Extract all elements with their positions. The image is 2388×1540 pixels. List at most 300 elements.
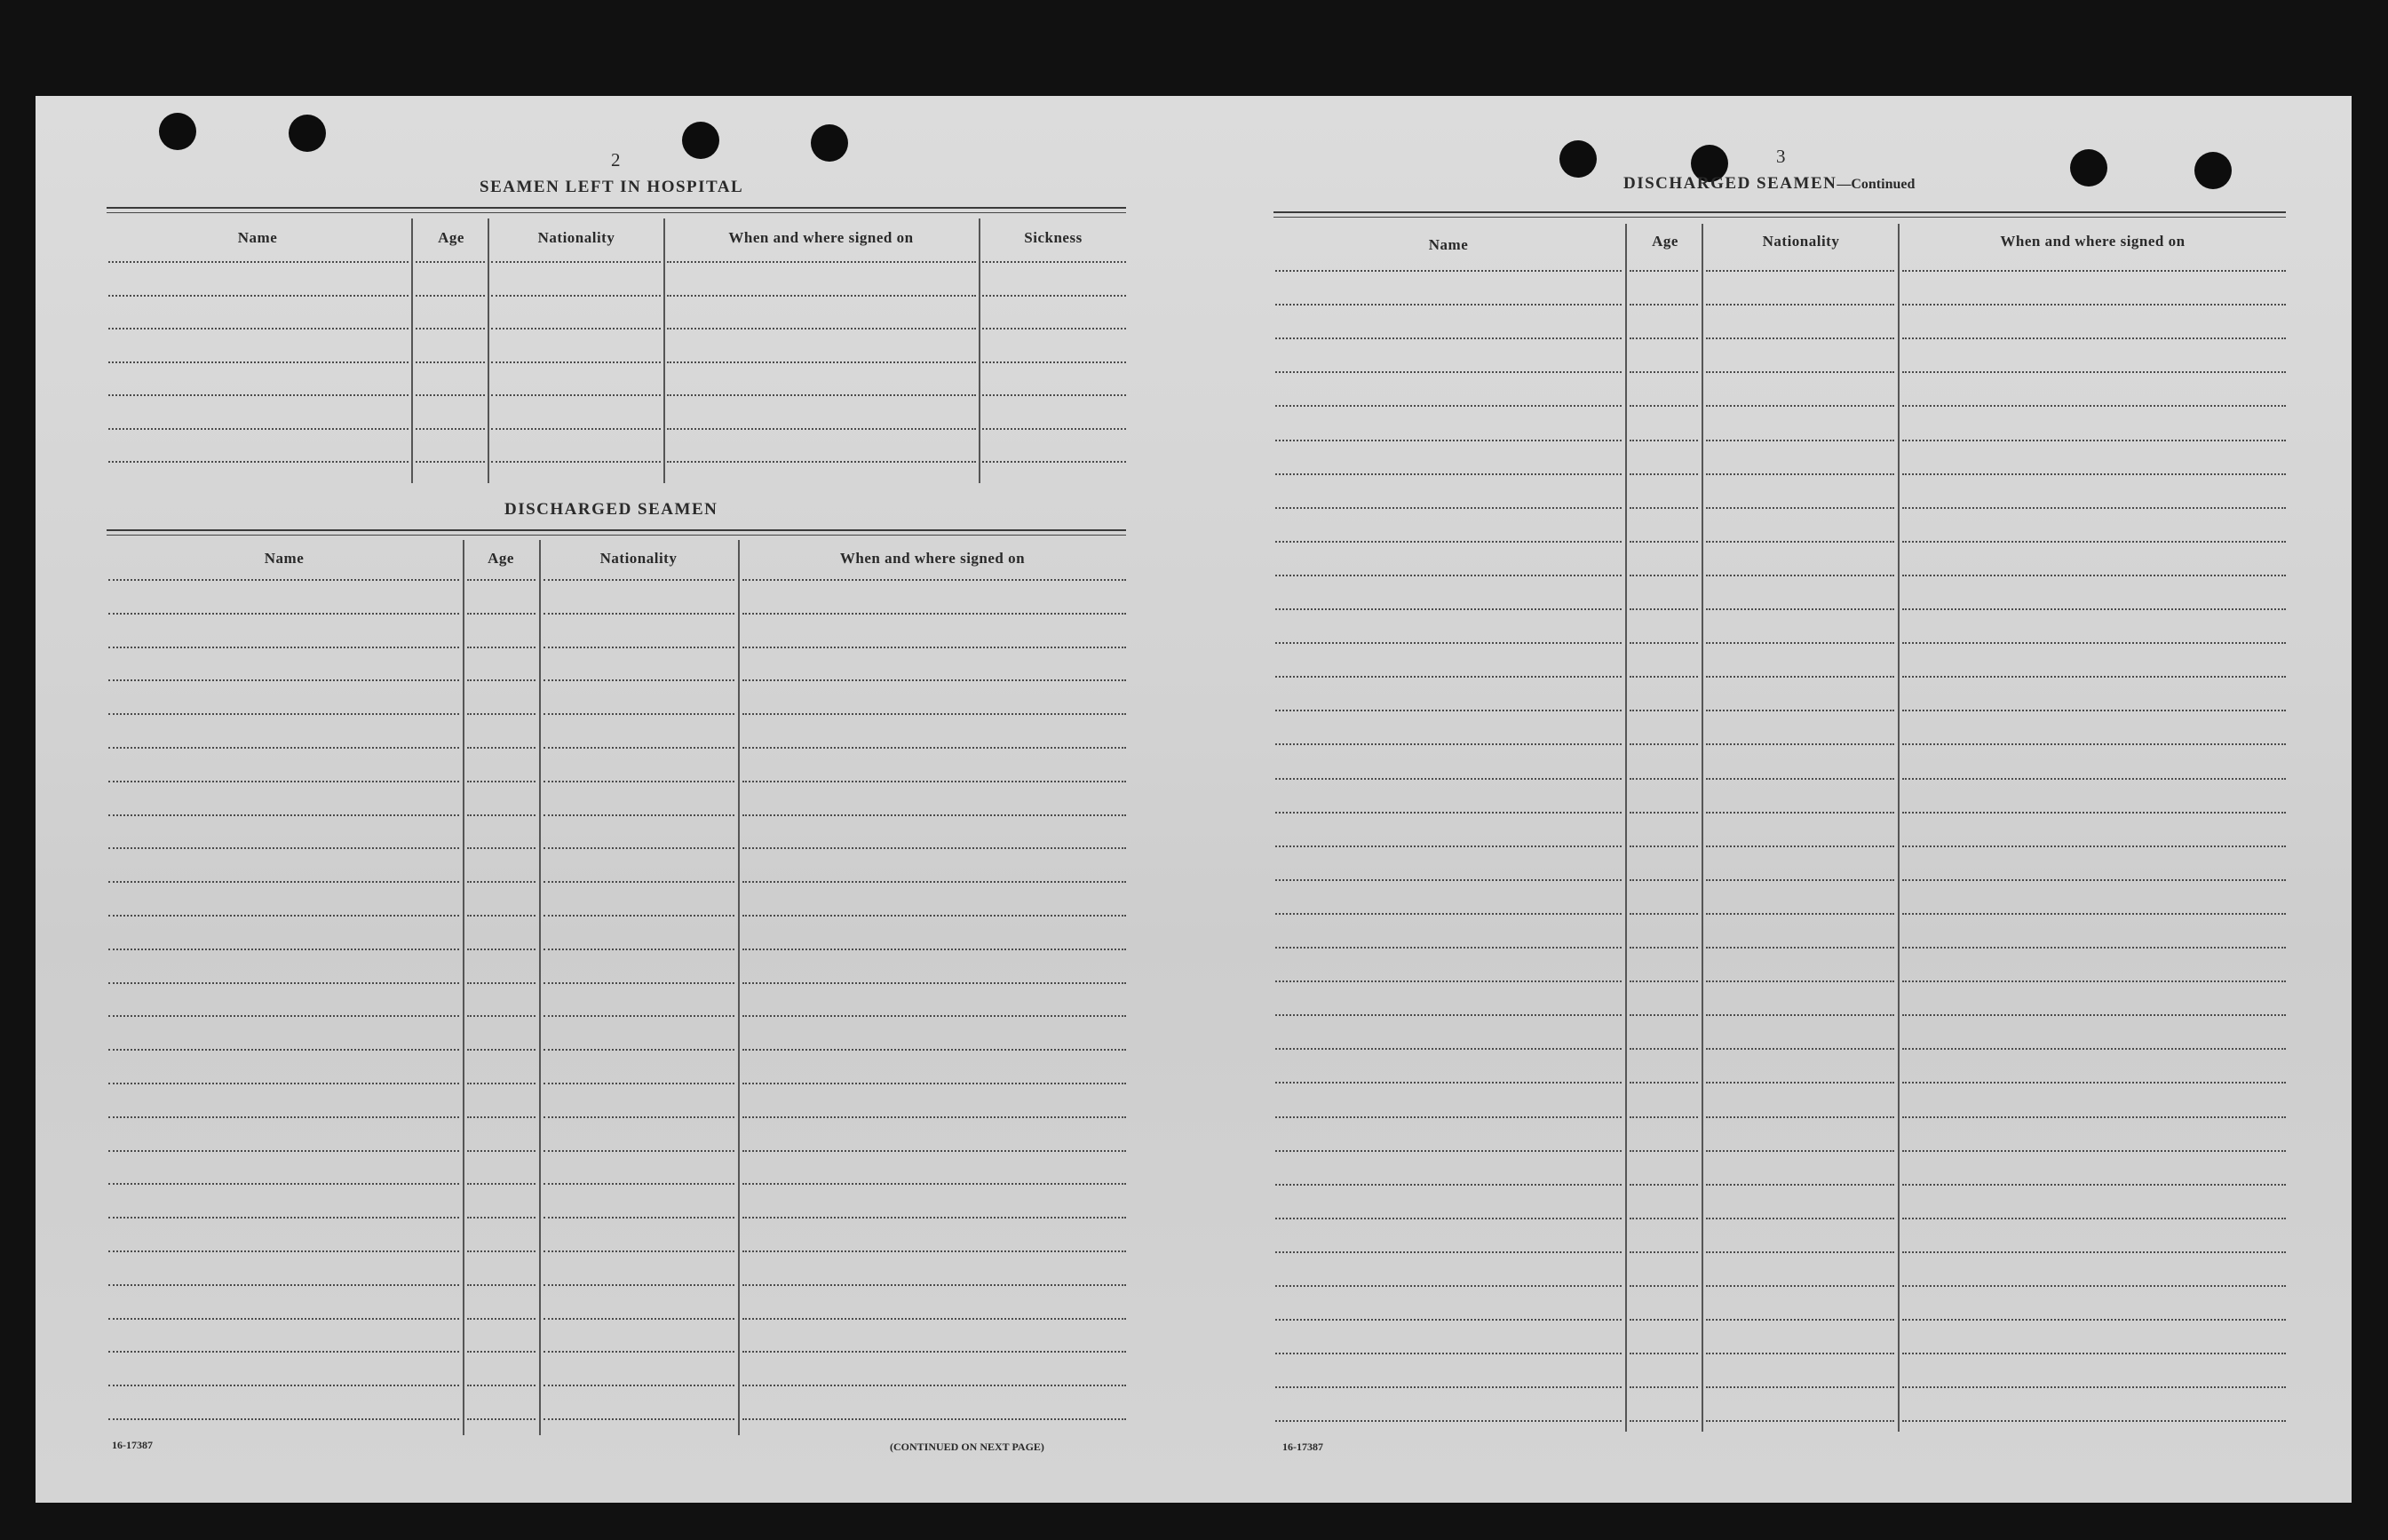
hospital-top-rule [107,212,1126,213]
entry-line [1902,575,2286,576]
entry-line [1706,541,1894,543]
entry-line [1706,608,1894,610]
entry-line [467,1318,536,1320]
entry-line [543,1049,734,1051]
entry-line [1275,1150,1622,1152]
entry-line [543,613,734,615]
entry-line [1902,1014,2286,1016]
entry-line [1275,440,1622,441]
entry-line [1902,845,2286,847]
entry-line [742,949,1126,950]
entry-line [1630,980,1698,982]
entry-line [1902,812,2286,814]
entry-line [108,328,409,329]
entry-line [1902,1285,2286,1287]
column-divider [663,218,665,483]
entry-line [108,949,459,950]
entry-line [1630,541,1698,543]
entry-line [543,1217,734,1219]
entry-line [982,394,1126,396]
entry-line [1275,1184,1622,1186]
entry-line [108,1217,459,1219]
entry-line [1630,879,1698,881]
entry-line [467,881,536,883]
entry-line [543,679,734,681]
entry-line [543,1250,734,1252]
entry-line [742,1217,1126,1219]
entry-line [1630,1218,1698,1219]
entry-line [1902,1353,2286,1354]
entry-line [742,1150,1126,1152]
entry-line [467,679,536,681]
entry-line [742,1250,1126,1252]
column-divider [1898,224,1900,1432]
entry-line [1630,1014,1698,1016]
entry-line [1706,1420,1894,1422]
entry-line [467,982,536,984]
entry-line [543,1284,734,1286]
entry-line [108,982,459,984]
entry-line [1902,1218,2286,1219]
entry-line [742,781,1126,782]
column-divider [738,540,740,1435]
entry-line [467,814,536,816]
entry-line [108,679,459,681]
entry-line [1706,1048,1894,1050]
entry-line [1630,845,1698,847]
entry-line [416,261,485,263]
entry-line [108,881,459,883]
entry-line [1630,1285,1698,1287]
entry-line [1275,270,1622,272]
entry-line [1902,473,2286,475]
punch-hole [682,122,719,159]
entry-line [1902,1251,2286,1253]
entry-line [467,847,536,849]
entry-line [1275,879,1622,881]
entry-line [467,781,536,782]
entry-line [1630,913,1698,915]
right-page-number: 3 [1776,146,1786,167]
entry-line [1902,1082,2286,1084]
entry-line [1630,270,1698,272]
entry-line [1902,676,2286,678]
entry-line [108,747,459,749]
entry-line [108,1150,459,1152]
entry-line [1275,1014,1622,1016]
entry-line [1902,1386,2286,1388]
entry-line [467,1418,536,1420]
entry-line [1275,1116,1622,1118]
entry-line [108,781,459,782]
entry-line [543,1318,734,1320]
entry-line [1630,473,1698,475]
entry-line [742,713,1126,715]
hospital-col-name: Name [237,229,278,246]
entry-line [1275,913,1622,915]
entry-line [467,1385,536,1386]
column-divider [463,540,464,1435]
entry-line [1706,1150,1894,1152]
entry-line [1902,1048,2286,1050]
entry-line [543,1385,734,1386]
entry-line [982,261,1126,263]
right-col-nationality: Nationality [1762,233,1840,250]
entry-line [1706,1251,1894,1253]
entry-line [108,1318,459,1320]
right-col-name: Name [1428,236,1469,253]
entry-line [1706,1319,1894,1321]
entry-line [416,394,485,396]
left-page-number: 2 [611,149,621,171]
entry-line [1275,1082,1622,1084]
right-form-number: 16-17387 [1282,1441,1323,1453]
document-sheet [36,96,2352,1503]
entry-line [742,982,1126,984]
entry-line [1706,304,1894,306]
entry-line [742,1015,1126,1017]
entry-line [1706,337,1894,339]
entry-line [467,1183,536,1185]
entry-line [491,428,661,430]
entry-line [1275,980,1622,982]
entry-line [742,647,1126,648]
entry-line [1275,1218,1622,1219]
entry-line [1630,608,1698,610]
entry-line [1706,913,1894,915]
entry-line [1902,608,2286,610]
entry-line [742,613,1126,615]
right-top-rule [1273,211,2286,213]
discharged-top-rule [107,529,1126,531]
entry-line [1902,879,2286,881]
entry-line [982,461,1126,463]
entry-line [1706,507,1894,509]
entry-line [1630,405,1698,407]
entry-line [1275,743,1622,745]
entry-line [1706,1014,1894,1016]
punch-hole [2194,152,2232,189]
entry-line [1902,1319,2286,1321]
entry-line [1706,405,1894,407]
entry-line [1275,947,1622,949]
entry-line [108,1183,459,1185]
entry-line [543,1116,734,1118]
entry-line [416,328,485,329]
right-title-sub: —Continued [1837,177,1916,192]
entry-line [1275,304,1622,306]
column-divider [539,540,541,1435]
entry-line [1630,1386,1698,1388]
entry-line [543,747,734,749]
entry-line [742,1284,1126,1286]
entry-line [1275,642,1622,644]
entry-line [467,747,536,749]
entry-line [491,295,661,297]
column-divider [979,218,980,483]
entry-line [108,647,459,648]
punch-hole [2070,149,2107,187]
entry-line [667,261,976,263]
entry-line [108,1015,459,1017]
hospital-col-sickness: Sickness [1024,229,1083,246]
entry-line [543,781,734,782]
entry-line [416,461,485,463]
entry-line [491,361,661,363]
entry-line [108,394,409,396]
entry-line [1630,812,1698,814]
entry-line [108,1284,459,1286]
right-title-main: DISCHARGED SEAMEN [1623,174,1837,193]
entry-line [1630,440,1698,441]
entry-line [467,1049,536,1051]
entry-line [1275,1251,1622,1253]
discharged-col-name: Name [264,550,305,567]
entry-line [667,428,976,430]
entry-line [1630,337,1698,339]
entry-line [982,428,1126,430]
continued-note: (CONTINUED ON NEXT PAGE) [890,1441,1044,1453]
entry-line [108,1049,459,1051]
entry-line [742,579,1126,581]
entry-line [1706,371,1894,373]
column-divider [411,218,413,483]
entry-line [1630,575,1698,576]
entry-line [1706,1285,1894,1287]
punch-hole [159,113,196,150]
entry-line [543,713,734,715]
discharged-section-title: DISCHARGED SEAMEN [504,500,718,519]
entry-line [1630,304,1698,306]
entry-line [491,394,661,396]
entry-line [467,1116,536,1118]
entry-line [467,1083,536,1084]
entry-line [742,915,1126,917]
entry-line [108,814,459,816]
entry-line [467,949,536,950]
entry-line [1706,1184,1894,1186]
entry-line [108,1351,459,1353]
right-top-rule [1273,217,2286,218]
entry-line [543,881,734,883]
entry-line [1706,743,1894,745]
column-divider [1625,224,1627,1432]
entry-line [742,847,1126,849]
entry-line [1902,1116,2286,1118]
entry-line [543,847,734,849]
right-col-signed-on: When and where signed on [2000,233,2186,250]
entry-line [108,1418,459,1420]
entry-line [543,814,734,816]
entry-line [1902,337,2286,339]
entry-line [667,295,976,297]
entry-line [1706,879,1894,881]
column-divider [1702,224,1703,1432]
entry-line [1275,710,1622,711]
entry-line [1706,473,1894,475]
entry-line [1275,676,1622,678]
entry-line [108,428,409,430]
entry-line [108,1116,459,1118]
entry-line [467,1351,536,1353]
entry-line [1902,541,2286,543]
entry-line [1630,1048,1698,1050]
entry-line [1706,440,1894,441]
entry-line [467,915,536,917]
hospital-section-title: SEAMEN LEFT IN HOSPITAL [480,178,744,196]
column-divider [488,218,489,483]
entry-line [543,1418,734,1420]
entry-line [491,328,661,329]
entry-line [1275,371,1622,373]
entry-line [1275,1285,1622,1287]
entry-line [1902,642,2286,644]
entry-line [667,461,976,463]
entry-line [1630,778,1698,780]
entry-line [667,328,976,329]
entry-line [467,1150,536,1152]
entry-line [742,1183,1126,1185]
entry-line [1706,1386,1894,1388]
entry-line [1706,980,1894,982]
entry-line [742,1385,1126,1386]
entry-line [1902,507,2286,509]
entry-line [1275,507,1622,509]
entry-line [1902,405,2286,407]
hospital-col-age: Age [438,229,464,246]
hospital-col-nationality: Nationality [537,229,615,246]
entry-line [467,1217,536,1219]
discharged-col-signed-on: When and where signed on [839,550,1026,567]
entry-line [108,295,409,297]
entry-line [1275,1353,1622,1354]
entry-line [1902,743,2286,745]
entry-line [742,679,1126,681]
entry-line [543,1351,734,1353]
entry-line [982,295,1126,297]
entry-line [1902,304,2286,306]
entry-line [1275,541,1622,543]
entry-line [543,949,734,950]
entry-line [1706,947,1894,949]
entry-line [108,1385,459,1386]
discharged-top-rule [107,535,1126,536]
entry-line [543,1150,734,1152]
entry-line [1706,1082,1894,1084]
entry-line [108,713,459,715]
entry-line [1706,676,1894,678]
entry-line [1902,980,2286,982]
entry-line [1630,1150,1698,1152]
entry-line [1630,507,1698,509]
entry-line [416,361,485,363]
entry-line [1275,608,1622,610]
entry-line [1902,440,2286,441]
entry-line [1275,575,1622,576]
entry-line [416,428,485,430]
entry-line [742,1318,1126,1320]
entry-line [1902,778,2286,780]
entry-line [543,982,734,984]
entry-line [1902,1184,2286,1186]
entry-line [1630,1184,1698,1186]
entry-line [108,847,459,849]
entry-line [1630,371,1698,373]
hospital-col-signed-on: When and where signed on [728,229,914,246]
entry-line [1706,575,1894,576]
entry-line [108,1250,459,1252]
entry-line [108,361,409,363]
entry-line [1275,1048,1622,1050]
entry-line [742,1049,1126,1051]
entry-line [1275,778,1622,780]
entry-line [1706,1218,1894,1219]
right-col-age: Age [1652,233,1678,250]
entry-line [543,1015,734,1017]
punch-hole [1559,140,1597,178]
entry-line [543,1183,734,1185]
entry-line [108,461,409,463]
punch-hole [811,124,848,162]
entry-line [1706,642,1894,644]
entry-line [467,1284,536,1286]
entry-line [742,1418,1126,1420]
entry-line [1902,913,2286,915]
entry-line [982,361,1126,363]
right-section-title [1623,174,1915,194]
entry-line [742,1116,1126,1118]
entry-line [1706,1353,1894,1354]
entry-line [416,295,485,297]
entry-line [108,579,459,581]
discharged-col-nationality: Nationality [599,550,678,567]
entry-line [742,814,1126,816]
entry-line [1630,743,1698,745]
entry-line [467,613,536,615]
entry-line [543,915,734,917]
entry-line [491,261,661,263]
entry-line [1706,710,1894,711]
entry-line [1902,371,2286,373]
entry-line [108,915,459,917]
entry-line [543,579,734,581]
entry-line [1630,710,1698,711]
entry-line [1706,1116,1894,1118]
entry-line [1275,845,1622,847]
entry-line [1706,845,1894,847]
entry-line [1630,1353,1698,1354]
entry-line [467,1015,536,1017]
entry-line [1275,1386,1622,1388]
entry-line [1706,270,1894,272]
entry-line [1630,1082,1698,1084]
entry-line [1630,1251,1698,1253]
entry-line [667,394,976,396]
entry-line [742,1351,1126,1353]
entry-line [1275,1420,1622,1422]
entry-line [491,461,661,463]
entry-line [1275,405,1622,407]
entry-line [1275,812,1622,814]
entry-line [543,647,734,648]
entry-line [1902,1420,2286,1422]
entry-line [1630,947,1698,949]
entry-line [1630,1116,1698,1118]
punch-hole [289,115,326,152]
hospital-top-rule [107,207,1126,209]
entry-line [1275,473,1622,475]
entry-line [1630,1319,1698,1321]
